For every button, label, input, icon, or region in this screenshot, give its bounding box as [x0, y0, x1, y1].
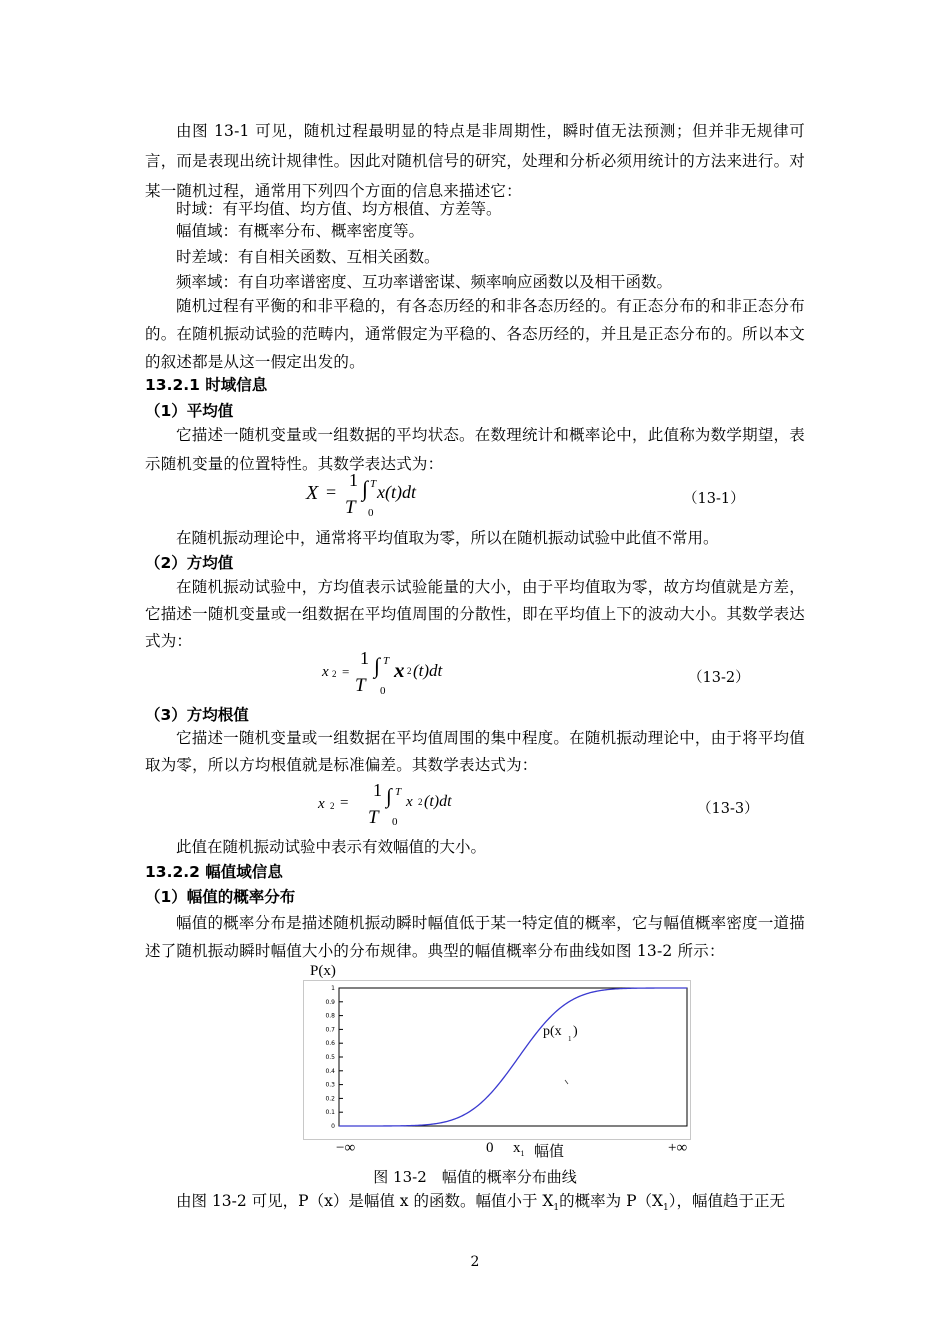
rms-note-line: 此值在随机振动试验中表示有效幅值的大小。: [176, 838, 487, 856]
chart-outer-frame: [304, 981, 691, 1140]
figure-caption: 图 13-2 幅值的概率分布曲线: [373, 1168, 577, 1186]
y-tick-label: 0.2: [325, 1095, 335, 1103]
assumption-paragraph: 随机过程有平衡的和非平稳的，有各态历经的和非各态历经的。有正态分布的和非正态分布的。在随机振动试验的范畴内，通常假定为平稳的、各态历经的，并且是正态分布的。所以本文的叙述都是从这一假定出发的。: [145, 297, 805, 371]
amplitude-domain-line: 幅值域：有概率分布、概率密度等。: [176, 222, 425, 240]
frequency-domain-line: 频率域：有自功率谱密度、互功率谱密谋、频率响应函数以及相干函数。: [176, 273, 673, 291]
y-tick-label: 0.4: [325, 1067, 335, 1075]
lag-domain-line: 时差域：有自相关函数、互相关函数。: [176, 248, 440, 266]
x-tick-zero: 0: [486, 1140, 494, 1156]
y-tick-label: 0.7: [325, 1026, 335, 1034]
y-tick-label: 1: [331, 985, 335, 992]
equation-13-1: X = 1 T ∫ T 0 x(t)dt: [306, 470, 416, 519]
subheading-mean: （1）平均值: [145, 402, 234, 420]
section-heading-13-2-1: 13.2.1 时域信息: [145, 376, 268, 394]
y-tick-label: 0: [331, 1123, 335, 1130]
mean-square-paragraph: 在随机振动试验中，方均值表示试验能量的大小，由于平均值取为零，故方均值就是方差，它描述一随机变量或一组数据在平均值周围的分散性，即在平均值上下的波动大小。其数学表达式为：: [145, 578, 805, 650]
intro-paragraph: 由图 13-1 可见，随机过程最明显的特点是非周期性，瞬时值无法预测；但并非无规律可言，而是表现出统计规律性。因此对随机信号的研究，处理和分析必须用统计的方法来进行。对某一随机过程，通常用下列四个方面的信息来描述它：: [145, 122, 805, 200]
distribution-paragraph: 幅值的概率分布是描述随机振动瞬时幅值低于某一特定值的概率，它与幅值概率密度一道描述了随机振动瞬时幅值大小的分布规律。典型的幅值概率分布曲线如图 13-2 所示：: [145, 914, 805, 960]
equation-13-2: x 2 = 1 T ∫ T 0 x 2 (t)dt: [322, 648, 443, 697]
equation-13-3: x 2 = 1 T ∫ T 0 x 2 (t)dt: [318, 780, 452, 828]
equation-number-13-3: （13-3）: [697, 801, 759, 817]
subheading-mean-square: （2）方均值: [145, 554, 234, 572]
y-tick-label: 0.8: [325, 1012, 335, 1020]
mean-paragraph: 它描述一随机变量或一组数据的平均状态。在数理统计和概率论中，此值称为数学期望，表示随机变量的位置特性。其数学表达式为：: [145, 426, 805, 473]
chart-ylabel: P(x): [310, 963, 336, 979]
x-tick-x1: $x_1$: [513, 1140, 525, 1158]
subheading-probability-distribution: （1）幅值的概率分布: [145, 888, 296, 906]
time-domain-line: 时域：有平均值、均方值、均方根值、方差等。: [176, 200, 502, 218]
equation-number-13-1: （13-1）: [683, 491, 745, 507]
equation-number-13-2: （13-2）: [688, 670, 750, 686]
y-tick-label: 0.1: [325, 1109, 335, 1117]
y-tick-label: 0.6: [325, 1040, 335, 1048]
mean-note-line: 在随机振动理论中，通常将平均值取为零，所以在随机振动试验中此值不常用。: [176, 529, 719, 547]
y-tick-label: 0.5: [325, 1054, 335, 1061]
curve-annotation-close: ): [573, 1024, 578, 1039]
x-tick-neg-infinity: −∞: [336, 1140, 356, 1156]
section-heading-13-2-2: 13.2.2 幅值域信息: [145, 863, 283, 881]
x-tick-pos-infinity: +∞: [668, 1140, 688, 1156]
page-number: 2: [470, 1254, 480, 1270]
curve-annotation: p(x: [543, 1024, 562, 1039]
curve-annotation-subscript: 1: [568, 1035, 572, 1043]
probability-distribution-chart: [303, 980, 691, 1140]
y-tick-label: 0.3: [325, 1081, 335, 1089]
y-tick-label: 0.9: [325, 998, 335, 1006]
closing-line: 由图 13-2 可见，P（x）是幅值 x 的函数。幅值小于 $X_1$的概率为 $P(X_1)$，幅值趋于正无: [176, 1192, 786, 1214]
rms-paragraph: 它描述一随机变量或一组数据在平均值周围的集中程度。在随机振动理论中，由于将平均值取为零，所以方均根值就是标准偏差。其数学表达式为：: [145, 729, 805, 774]
subheading-rms: （3）方均根值: [145, 706, 249, 724]
chart-xlabel: 幅值: [534, 1144, 565, 1160]
